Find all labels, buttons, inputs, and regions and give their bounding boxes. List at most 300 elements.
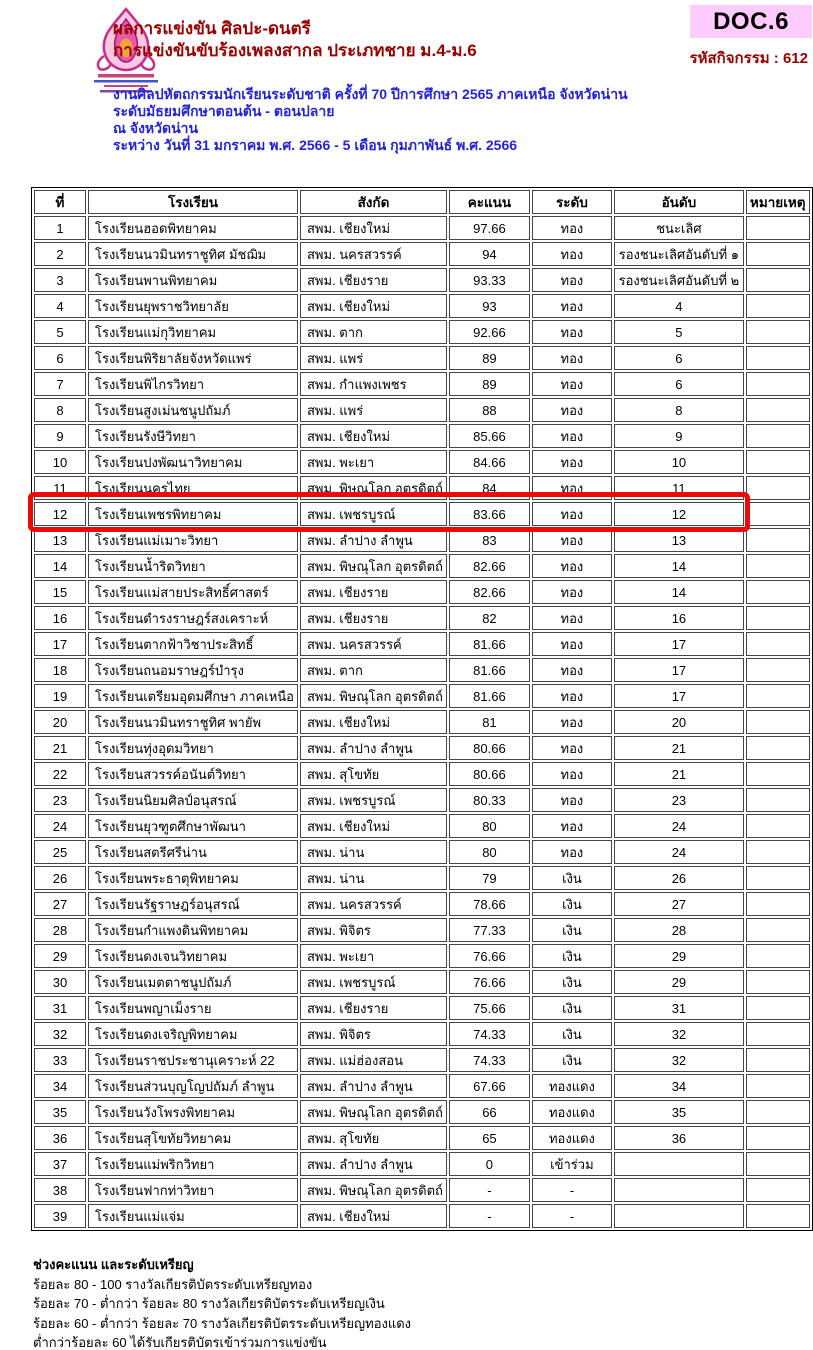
table-cell: 23: [614, 788, 744, 812]
table-cell: โรงเรียนกำแพงดินพิทยาคม: [88, 918, 298, 942]
table-cell: 97.66: [449, 216, 530, 240]
table-cell: ทอง: [532, 424, 612, 448]
table-cell: โรงเรียนถนอมราษฎร์บำรุง: [88, 658, 298, 682]
table-cell: 78.66: [449, 892, 530, 916]
table-cell: โรงเรียนยุพราชวิทยาลัย: [88, 294, 298, 318]
table-cell: 23: [34, 788, 86, 812]
table-cell: สพม. เชียงใหม่: [300, 294, 447, 318]
table-row: [34, 736, 810, 760]
table-cell: [746, 242, 810, 266]
table-cell: สพม. แม่ฮ่องสอน: [300, 1048, 447, 1072]
table-row: [34, 1126, 810, 1150]
table-cell: โรงเรียนแม่แจ่ม: [88, 1204, 298, 1228]
table-cell: สพม. พิจิตร: [300, 918, 447, 942]
event-title: การแข่งขันขับร้องเพลงสากล ประเภทชาย ม.4-ม.6: [113, 41, 477, 60]
table-cell: 34: [614, 1074, 744, 1098]
table-row: [34, 866, 810, 890]
table-cell: 28: [34, 918, 86, 942]
table-cell: ทอง: [532, 372, 612, 396]
table-cell: โรงเรียนดำรงราษฎร์สงเคราะห์: [88, 606, 298, 630]
table-row: [34, 268, 810, 292]
score-legend-heading: ช่วงคะแนน และระดับเหรียญ: [33, 1257, 194, 1272]
table-cell: 77.33: [449, 918, 530, 942]
table-cell: [746, 528, 810, 552]
table-row: [34, 710, 810, 734]
table-row: [34, 892, 810, 916]
table-cell: [746, 918, 810, 942]
table-cell: 38: [34, 1178, 86, 1202]
table-cell: เงิน: [532, 1022, 612, 1046]
score-legend: [33, 1255, 411, 1350]
table-cell: 0: [449, 1152, 530, 1176]
table-cell: 83.66: [449, 502, 530, 526]
table-cell: [746, 450, 810, 474]
table-cell: 8: [34, 398, 86, 422]
table-cell: เงิน: [532, 944, 612, 968]
table-cell: [614, 1152, 744, 1176]
table-cell: สพม. เชียงราย: [300, 268, 447, 292]
table-cell: 29: [614, 970, 744, 994]
table-cell: 29: [614, 944, 744, 968]
table-cell: [746, 944, 810, 968]
table-cell: โรงเรียนราชประชานุเคราะห์ 22: [88, 1048, 298, 1072]
table-cell: 75.66: [449, 996, 530, 1020]
table-cell: โรงเรียนพญาเม็งราย: [88, 996, 298, 1020]
score-legend-line: ต่ำกว่าร้อยละ 60 ได้รับเกียรติบัตรเข้าร่วมการแข่งขัน: [33, 1335, 327, 1350]
table-cell: 36: [34, 1126, 86, 1150]
table-cell: ทอง: [532, 736, 612, 760]
table-cell: ทอง: [532, 658, 612, 682]
table-cell: 22: [34, 762, 86, 786]
table-cell: 15: [34, 580, 86, 604]
table-cell: สพม. นครสวรรค์: [300, 632, 447, 656]
table-cell: 1: [34, 216, 86, 240]
table-cell: 33: [34, 1048, 86, 1072]
table-cell: [746, 320, 810, 344]
table-cell: 26: [34, 866, 86, 890]
table-cell: 8: [614, 398, 744, 422]
table-cell: [746, 970, 810, 994]
table-row: [34, 476, 810, 500]
table-row: [34, 840, 810, 864]
table-cell: สพม. พะเยา: [300, 450, 447, 474]
table-cell: ทอง: [532, 762, 612, 786]
table-cell: ทอง: [532, 554, 612, 578]
table-cell: สพม. เชียงราย: [300, 606, 447, 630]
table-row: [34, 996, 810, 1020]
table-cell: 21: [614, 736, 744, 760]
table-cell: [746, 632, 810, 656]
table-cell: ทอง: [532, 840, 612, 864]
table-cell: 12: [34, 502, 86, 526]
table-cell: โรงเรียนทุ่งอุดมวิทยา: [88, 736, 298, 760]
table-cell: 13: [34, 528, 86, 552]
table-cell: 79: [449, 866, 530, 890]
table-cell: สพม. ตาก: [300, 658, 447, 682]
table-cell: เงิน: [532, 866, 612, 890]
table-cell: ทอง: [532, 580, 612, 604]
table-cell: โรงเรียนเมตตาชนูปถัมภ์: [88, 970, 298, 994]
table-cell: ทอง: [532, 606, 612, 630]
score-legend-line: ร้อยละ 70 - ต่ำกว่า ร้อยละ 80 รางวัลเกียรติบัตรระดับเหรียญเงิน: [33, 1296, 385, 1311]
table-cell: 20: [34, 710, 86, 734]
table-cell: 65: [449, 1126, 530, 1150]
table-cell: สพม. เชียงใหม่: [300, 424, 447, 448]
table-cell: 21: [34, 736, 86, 760]
table-row: [34, 1100, 810, 1124]
table-cell: 39: [34, 1204, 86, 1228]
event-info-line: ระหว่าง วันที่ 31 มกราคม พ.ศ. 2566 - 5 เดือน กุมภาพันธ์ พ.ศ. 2566: [113, 137, 518, 153]
score-legend-line: ร้อยละ 60 - ต่ำกว่า ร้อยละ 70 รางวัลเกียรติบัตรระดับเหรียญทองแดง: [33, 1315, 412, 1331]
event-info-line: ระดับมัธยมศึกษาตอนต้น - ตอนปลาย: [113, 103, 335, 119]
table-row: [34, 658, 810, 682]
table-cell: 89: [449, 372, 530, 396]
table-cell: 84: [449, 476, 530, 500]
table-cell: โรงเรียนรัฐราษฎร์อนุสรณ์: [88, 892, 298, 916]
table-cell: สพม. สุโขทัย: [300, 1126, 447, 1150]
table-cell: 4: [614, 294, 744, 318]
table-cell: -: [449, 1178, 530, 1202]
table-cell: 76.66: [449, 970, 530, 994]
table-cell: 81.66: [449, 658, 530, 682]
table-row: [34, 450, 810, 474]
table-cell: 4: [34, 294, 86, 318]
table-row: [34, 762, 810, 786]
table-cell: 80: [449, 840, 530, 864]
table-cell: [746, 1022, 810, 1046]
table-cell: 81.66: [449, 684, 530, 708]
table-cell: [746, 814, 810, 838]
table-cell: [746, 216, 810, 240]
table-header-row: [34, 190, 810, 214]
table-cell: 7: [34, 372, 86, 396]
table-cell: โรงเรียนส่วนบุญโญปถัมภ์ ลำพูน: [88, 1074, 298, 1098]
table-cell: 5: [614, 320, 744, 344]
table-cell: โรงเรียนดงเจริญพิทยาคม: [88, 1022, 298, 1046]
table-cell: สพม. พะเยา: [300, 944, 447, 968]
table-cell: โรงเรียนเพชรพิทยาคม: [88, 502, 298, 526]
table-cell: สพม. กำแพงเพชร: [300, 372, 447, 396]
table-cell: โรงเรียนนิยมศิลป์อนุสรณ์: [88, 788, 298, 812]
table-cell: [746, 294, 810, 318]
table-cell: [614, 1204, 744, 1228]
table-row: [34, 606, 810, 630]
table-row: [34, 1204, 810, 1228]
table-cell: สพม. ลำปาง ลำพูน: [300, 1152, 447, 1176]
table-cell: ทอง: [532, 476, 612, 500]
table-cell: [746, 476, 810, 500]
table-cell: [746, 346, 810, 370]
table-cell: โรงเรียนสุโขทัยวิทยาคม: [88, 1126, 298, 1150]
table-cell: โรงเรียนพิไกรวิทยา: [88, 372, 298, 396]
table-cell: ทองแดง: [532, 1074, 612, 1098]
table-cell: 30: [34, 970, 86, 994]
table-cell: 9: [614, 424, 744, 448]
column-header: สังกัด: [300, 190, 447, 214]
table-cell: -: [532, 1204, 612, 1228]
table-row: [34, 554, 810, 578]
table-cell: [746, 606, 810, 630]
table-cell: รองชนะเลิศอันดับที่ ๒: [614, 268, 744, 292]
table-cell: -: [532, 1178, 612, 1202]
table-cell: 32: [614, 1048, 744, 1072]
table-cell: สพม. แพร่: [300, 398, 447, 422]
table-cell: โรงเรียนแม่กุวิทยาคม: [88, 320, 298, 344]
table-cell: สพม. เชียงราย: [300, 580, 447, 604]
table-cell: 10: [34, 450, 86, 474]
table-cell: โรงเรียนสวรรค์อนันต์วิทยา: [88, 762, 298, 786]
table-cell: 85.66: [449, 424, 530, 448]
table-row: [34, 346, 810, 370]
table-row: [34, 970, 810, 994]
column-header: หมายเหตุ: [746, 190, 810, 214]
table-cell: 6: [614, 372, 744, 396]
table-row: [34, 632, 810, 656]
table-cell: [746, 1204, 810, 1228]
table-cell: 2: [34, 242, 86, 266]
table-cell: 17: [34, 632, 86, 656]
table-cell: [746, 424, 810, 448]
doc-number-badge: DOC.6: [690, 5, 812, 38]
table-cell: 35: [614, 1100, 744, 1124]
event-info-block: [113, 86, 628, 154]
table-cell: 25: [34, 840, 86, 864]
table-cell: 83: [449, 528, 530, 552]
table-cell: ทอง: [532, 216, 612, 240]
table-cell: [746, 892, 810, 916]
table-cell: [746, 658, 810, 682]
table-cell: [746, 684, 810, 708]
table-cell: เงิน: [532, 970, 612, 994]
table-cell: [746, 1048, 810, 1072]
table-cell: สพม. พิษณุโลก อุตรดิตถ์: [300, 684, 447, 708]
table-row: [34, 788, 810, 812]
table-cell: ทองแดง: [532, 1126, 612, 1150]
table-row: [34, 814, 810, 838]
table-cell: 26: [614, 866, 744, 890]
table-cell: สพม. เพชรบูรณ์: [300, 788, 447, 812]
table-cell: 67.66: [449, 1074, 530, 1098]
table-cell: 6: [614, 346, 744, 370]
table-cell: สพม. ลำปาง ลำพูน: [300, 1074, 447, 1098]
table-cell: โรงเรียนนวมินทราชูทิศ มัชฌิม: [88, 242, 298, 266]
table-cell: 11: [34, 476, 86, 500]
table-cell: เงิน: [532, 1048, 612, 1072]
table-cell: สพม. นครสวรรค์: [300, 242, 447, 266]
table-row: [34, 372, 810, 396]
table-cell: สพม. พิษณุโลก อุตรดิตถ์: [300, 1100, 447, 1124]
table-cell: 94: [449, 242, 530, 266]
table-cell: ทอง: [532, 684, 612, 708]
table-cell: 35: [34, 1100, 86, 1124]
table-cell: [746, 268, 810, 292]
table-cell: สพม. แพร่: [300, 346, 447, 370]
table-cell: 3: [34, 268, 86, 292]
table-cell: โรงเรียนแม่สายประสิทธิ์ศาสตร์: [88, 580, 298, 604]
table-cell: 80.66: [449, 736, 530, 760]
table-cell: สพม. เชียงใหม่: [300, 1204, 447, 1228]
table-cell: สพม. เชียงราย: [300, 996, 447, 1020]
table-cell: 17: [614, 658, 744, 682]
table-cell: ทอง: [532, 814, 612, 838]
table-cell: 28: [614, 918, 744, 942]
table-cell: 17: [614, 632, 744, 656]
table-cell: 74.33: [449, 1022, 530, 1046]
table-row: [34, 918, 810, 942]
page-title: ผลการแข่งขัน ศิลปะ-ดนตรี: [113, 19, 311, 38]
table-cell: โรงเรียนตากฟ้าวิชาประสิทธิ์: [88, 632, 298, 656]
table-cell: โรงเรียนวังโพรงพิทยาคม: [88, 1100, 298, 1124]
table-row: [34, 216, 810, 240]
table-cell: [746, 788, 810, 812]
table-cell: เงิน: [532, 892, 612, 916]
table-cell: สพม. น่าน: [300, 840, 447, 864]
table-cell: โรงเรียนนวมินทราชูทิศ พายัพ: [88, 710, 298, 734]
table-cell: 93.33: [449, 268, 530, 292]
table-cell: [746, 1074, 810, 1098]
column-header: ที่: [34, 190, 86, 214]
score-legend-line: ร้อยละ 80 - 100 รางวัลเกียรติบัตรระดับเหรียญทอง: [33, 1276, 313, 1292]
table-cell: 66: [449, 1100, 530, 1124]
table-cell: โรงเรียนแม่พริกวิทยา: [88, 1152, 298, 1176]
table-cell: [746, 866, 810, 890]
document-title-block: [113, 18, 477, 62]
table-cell: 92.66: [449, 320, 530, 344]
table-cell: สพม. นครสวรรค์: [300, 892, 447, 916]
table-cell: 27: [614, 892, 744, 916]
table-row: [34, 944, 810, 968]
table-cell: 16: [34, 606, 86, 630]
table-cell: โรงเรียนฟากท่าวิทยา: [88, 1178, 298, 1202]
table-row: [34, 320, 810, 344]
table-row: [34, 502, 810, 526]
table-cell: 82: [449, 606, 530, 630]
table-cell: [746, 1178, 810, 1202]
table-cell: 17: [614, 684, 744, 708]
table-cell: ทอง: [532, 632, 612, 656]
table-cell: สพม. ตาก: [300, 320, 447, 344]
table-cell: สพม. เชียงใหม่: [300, 216, 447, 240]
table-cell: โรงเรียนสตรีศรีน่าน: [88, 840, 298, 864]
table-cell: 12: [614, 502, 744, 526]
table-cell: ทอง: [532, 294, 612, 318]
table-cell: 9: [34, 424, 86, 448]
table-cell: 89: [449, 346, 530, 370]
table-cell: 80.33: [449, 788, 530, 812]
table-cell: 29: [34, 944, 86, 968]
table-cell: โรงเรียนพระธาตุพิทยาคม: [88, 866, 298, 890]
table-cell: 18: [34, 658, 86, 682]
table-cell: 82.66: [449, 580, 530, 604]
table-cell: 11: [614, 476, 744, 500]
table-cell: ทอง: [532, 346, 612, 370]
table-cell: 24: [614, 814, 744, 838]
table-cell: 24: [614, 840, 744, 864]
table-row: [34, 528, 810, 552]
table-cell: 14: [614, 554, 744, 578]
table-cell: 14: [34, 554, 86, 578]
table-cell: 74.33: [449, 1048, 530, 1072]
table-cell: 31: [614, 996, 744, 1020]
table-cell: เข้าร่วม: [532, 1152, 612, 1176]
table-cell: [746, 1100, 810, 1124]
table-cell: 20: [614, 710, 744, 734]
event-info-line: งานศิลปหัตถกรรมนักเรียนระดับชาติ ครั้งที่ 70 ปีการศึกษา 2565 ภาคเหนือ จังหวัดน่าน: [113, 86, 628, 102]
activity-code: รหัสกิจกรรม : 612: [689, 50, 808, 67]
table-cell: โรงเรียนดงเจนวิทยาคม: [88, 944, 298, 968]
table-cell: [746, 554, 810, 578]
table-cell: 24: [34, 814, 86, 838]
table-cell: โรงเรียนยุวฑูตศึกษาพัฒนา: [88, 814, 298, 838]
column-header: คะแนน: [449, 190, 530, 214]
table-cell: โรงเรียนสูงเม่นชนูปถัมภ์: [88, 398, 298, 422]
results-table-body: [34, 216, 810, 1228]
table-cell: โรงเรียนพานพิทยาคม: [88, 268, 298, 292]
table-cell: 13: [614, 528, 744, 552]
table-cell: สพม. เพชรบูรณ์: [300, 502, 447, 526]
table-row: [34, 1074, 810, 1098]
table-row: [34, 1048, 810, 1072]
table-cell: [746, 398, 810, 422]
table-row: [34, 684, 810, 708]
table-row: [34, 242, 810, 266]
table-cell: [614, 1178, 744, 1202]
table-cell: ทอง: [532, 710, 612, 734]
table-cell: โรงเรียนนครไทย: [88, 476, 298, 500]
table-cell: [746, 840, 810, 864]
table-cell: ชนะเลิศ: [614, 216, 744, 240]
table-cell: สพม. ลำปาง ลำพูน: [300, 736, 447, 760]
table-cell: -: [449, 1204, 530, 1228]
table-cell: 21: [614, 762, 744, 786]
table-cell: เงิน: [532, 996, 612, 1020]
table-cell: สพม. น่าน: [300, 866, 447, 890]
table-cell: 32: [34, 1022, 86, 1046]
table-cell: [746, 580, 810, 604]
column-header: โรงเรียน: [88, 190, 298, 214]
table-cell: ทอง: [532, 268, 612, 292]
table-row: [34, 424, 810, 448]
table-row: [34, 580, 810, 604]
table-cell: 81: [449, 710, 530, 734]
table-cell: [746, 710, 810, 734]
table-cell: สพม. พิษณุโลก อุตรดิตถ์: [300, 476, 447, 500]
table-cell: 14: [614, 580, 744, 604]
table-cell: สพม. ลำปาง ลำพูน: [300, 528, 447, 552]
table-cell: ทอง: [532, 398, 612, 422]
table-cell: เงิน: [532, 918, 612, 942]
table-cell: 84.66: [449, 450, 530, 474]
table-cell: 16: [614, 606, 744, 630]
table-cell: 6: [34, 346, 86, 370]
table-cell: ทอง: [532, 320, 612, 344]
table-cell: 19: [34, 684, 86, 708]
table-cell: 82.66: [449, 554, 530, 578]
table-cell: รองชนะเลิศอันดับที่ ๑: [614, 242, 744, 266]
table-cell: สพม. เพชรบูรณ์: [300, 970, 447, 994]
table-cell: 10: [614, 450, 744, 474]
table-cell: ทอง: [532, 788, 612, 812]
table-row: [34, 1022, 810, 1046]
table-cell: โรงเรียนปงพัฒนาวิทยาคม: [88, 450, 298, 474]
column-header: อันดับ: [614, 190, 744, 214]
table-cell: สพม. พิจิตร: [300, 1022, 447, 1046]
table-cell: 31: [34, 996, 86, 1020]
table-cell: 5: [34, 320, 86, 344]
table-cell: ทอง: [532, 502, 612, 526]
table-cell: โรงเรียนฮอดพิทยาคม: [88, 216, 298, 240]
table-cell: สพม. พิษณุโลก อุตรดิตถ์: [300, 554, 447, 578]
